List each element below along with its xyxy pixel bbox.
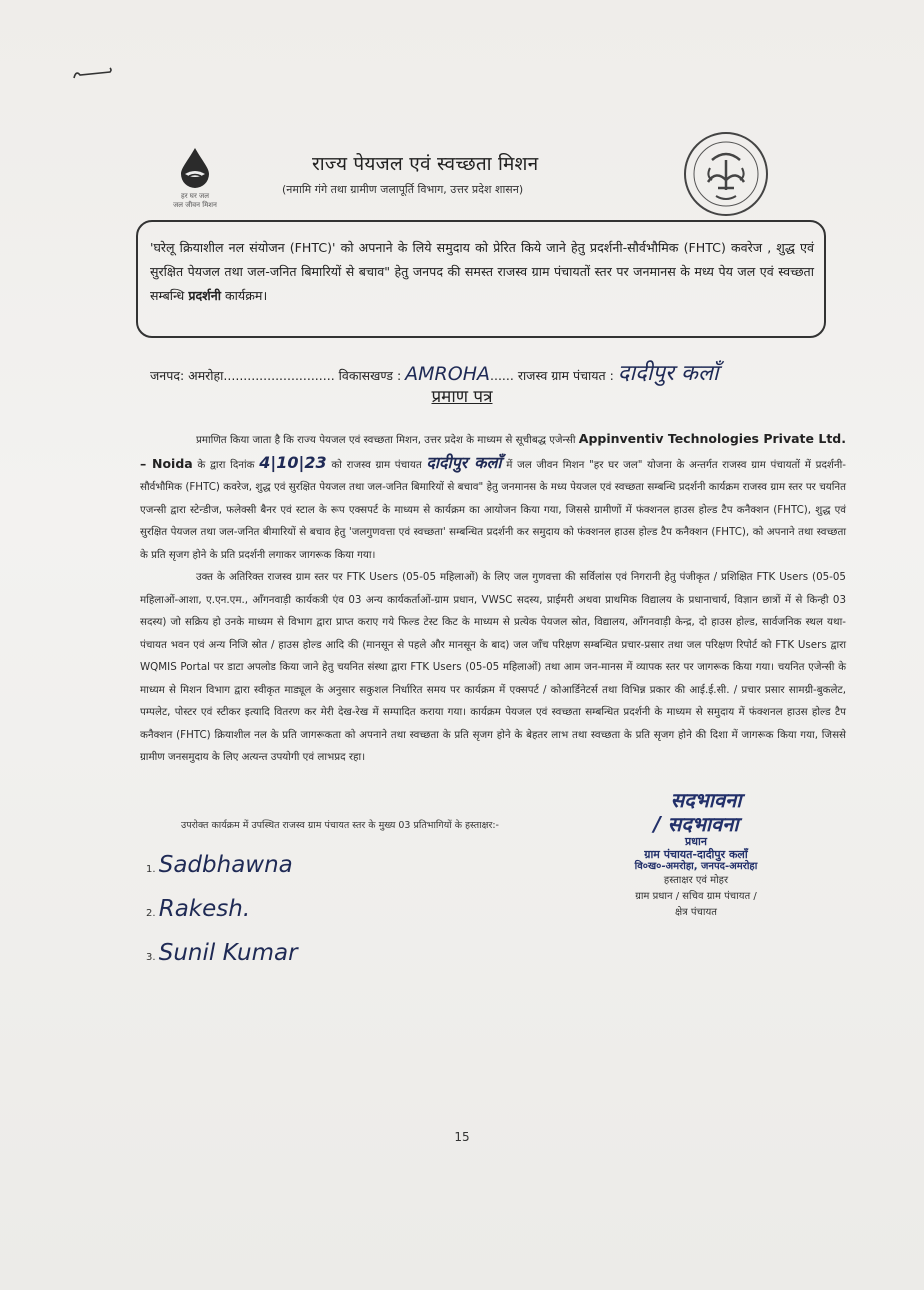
handwritten-date: 4|10|23: [259, 452, 327, 472]
panchayat-label: राजस्व ग्राम पंचायत :: [517, 368, 614, 383]
district-label: जनपद:: [150, 368, 185, 383]
signature-name: Rakesh.: [158, 896, 251, 922]
stamp-line-2: वि०ख०-अमरोहा, जनपद-अमरोहा: [634, 861, 758, 872]
p1-date-label: के द्वारा दिनांक: [197, 458, 255, 471]
har-ghar-jal-logo: [160, 146, 230, 210]
participants-note: उपरोक्त कार्यक्रम में उपस्थित राजस्व ग्राम पंचायत स्तर के मुख्य 03 प्रतिभागियों के हस्ताक्षर:-: [181, 820, 499, 831]
pen-mark: [72, 66, 116, 82]
p1-panchayat-label: को राजस्व ग्राम पंचायत: [331, 458, 422, 471]
program-text-end: कार्यक्रम।: [225, 288, 268, 303]
logo-caption-1: हर घर जल: [181, 192, 209, 200]
stamp-caption-sign: हस्ताक्षर एवं मोहर: [663, 875, 729, 886]
stamp-handwritten-signature: सदभावना: [670, 788, 742, 812]
signature-number: 1.: [146, 864, 156, 875]
district-value: अमरोहा: [188, 368, 224, 383]
signature-name: Sadbhawna: [158, 852, 293, 878]
block-label: विकासखण्ड :: [338, 368, 402, 383]
water-drop-icon: [177, 146, 213, 188]
program-text: 'घरेलू क्रियाशील नल संयोजन (FHTC)' को अपनाने के लिये समुदाय को प्रेरित किये जाने हेतु प्रदर्शनी-सौर्वभौमिक (FHTC) कवरेज , शुद्ध एवं सुरक्षित पेयजल तथा जल-जनित बिमारियों से बचाव" हेतु जनपद की समस्त राजस्व ग्राम पंचायतों स्तर पर जनमानस के मध्य पेय जल एवं स्वच्छता सम्बन्धि: [150, 240, 814, 303]
signature-2: [146, 896, 250, 922]
page-number: 15: [454, 1130, 470, 1144]
stamp-line-1: ग्राम पंचायत-दादीपुर कलाँ: [644, 848, 748, 861]
paragraph-2: उक्त के अतिरिक्त राजस्व ग्राम स्तर पर FTK Users (05-05 महिलाओं) के लिए जल गुणवत्ता की सर्विलांस एवं निगरानी हेतु पंजीकृत / प्रशिक्षित FTK Users (05-05 महिलाओं-आशा, ए.एन.एम., आँगनवाड़ी कार्यकत्री एंव 03 अन्य कार्यकर्ताओं-ग्राम प्रधान, VWSC सदस्य, प्राईमरी अथवा प्राथमिक विद्यालय के प्रधानाचार्य, विज्ञान छात्रों में से किन्ही 03 सदस्य) जो सक्रिय हो उनके माध्यम से विभाग द्वारा प्राप्त कराए गये फिल्ड टेस्ट किट के माध्यम से प्रत्येक पेयजल स्रोत, विद्यालय, आँगनवाड़ी केन्द्र, दो हाउस होल्ड, सार्वजनिक स्थल यथा-पंचायत भवन एवं अन्य निजि स्रोत / हाउस होल्ड आदि की (मानसून से पहले और मानसून के बाद) जल जाँच परिक्षण सम्बन्धित प्रचार-प्रसार तथा जल परिक्षण रिपोर्ट को FTK Users द्वारा WQMIS Portal पर डाटा अपलोड किया जाने हेतु चयनित संस्था द्वारा FTK Users (05-05 महिलाओं) तथा आम जन-मानस में व्यापक स्तर पर जागरूक किया गया। चयनित एजेन्सी के माध्यम से मिशन विभाग द्वारा स्वीकृत माड्यूल के अनुसार सकुशल निर्धारित समय पर कार्यक्रम में एक्सपर्ट / कोआर्डिनेटर्स तथा विभिन्न प्रकार की आई.ई.सी. / प्रचार प्रसार सामग्री-बुकलेट, पम्पलेट, पोस्टर एवं स्टीकर इत्यादि वितरण कर मेरी देख-रेख में सम्पादित कराया गया। कार्यक्रम पेयजल एवं स्वच्छता सम्बन्धित प्रदर्शनी के माध्यम से समुदाय में फंक्शनल हाउस होल्ड टैप कनैक्शन (FHTC) क्रियाशील नल के प्रति जागरूकता को अपनाने तथा स्वच्छता के प्रति सृजग होने के बेहतर लाभ तथा स्वच्छता के प्रति सृजग होने की दिशा में जागरूक किया गया, जिससे ग्रामीण जनसमुदाय के लिए अत्यन्त उपयोगी एवं लाभप्रद रहा।: [140, 571, 846, 763]
signature-name: Sunil Kumar: [158, 940, 298, 966]
certificate-body: [140, 428, 846, 769]
up-government-seal-icon: [682, 130, 770, 218]
logo-caption-2: जल जीवन मिशन: [173, 201, 217, 209]
stamp-caption-role-2: क्षेत्र पंचायत: [675, 907, 717, 918]
p1-rest: में जल जीवन मिशन "हर घर जल" योजना के अन्तर्गत राजस्व ग्राम पंचायतों में प्रदर्शनी-सौर्वभौमिक (FHTC) कवरेज, शुद्ध एवं सुरक्षित पेयजल तथा जल-जनित बिमारियों से बचाव" हेतु जनमानस के मध्य पेयजल एवं स्वच्छता सम्बन्धि प्रदर्शनी कार्यक्रम राजस्व ग्राम स्तर पर चयनित एजन्सी द्वारा स्टेन्डीज, फलेक्सी बैनर एवं स्टाल के रूप एक्सपर्ट के माध्यम से कार्यक्रम का आयोजन किया गया, जिससे ग्रामीणों में फंक्शनल हाउस होल्ड टैप कनैक्शन (FHTC), शुद्ध एवं सुरक्षित पेयजल तथा जल-जनित बीमारियों से बचाव हेतु 'जलगुणवत्ता एवं स्वच्छता' सम्बन्धित प्रदर्शनी कर समुदाय को फंक्शनल हाउस होल्ड टैप कनैक्शन (FHTC), को अपनाने तथा स्वच्छता के प्रति सृजग होने के प्रति प्रदर्शनी लगाकर जागरूक किया गया।: [140, 458, 847, 561]
stamp-role: प्रधान: [685, 835, 707, 848]
handwritten-panchayat: दादीपुर कलाँ: [426, 452, 502, 472]
program-description-box: [136, 220, 826, 338]
stamp-name: / सदभावना: [653, 812, 739, 836]
signature-number: 2.: [146, 908, 156, 919]
pradhan-stamp: [596, 786, 796, 921]
agency-name: Appinventiv Technologies Private Ltd. – Noida: [140, 431, 846, 471]
signature-number: 3.: [146, 952, 156, 963]
mission-title: राज्य पेयजल एवं स्वच्छता मिशन: [312, 153, 539, 175]
mission-subtitle: (नमामि गंगे तथा ग्रामीण जलापूर्ति विभाग, उत्तर प्रदेश शासन): [282, 183, 524, 196]
paragraph-1: [140, 428, 846, 566]
block-value: AMROHA: [405, 363, 490, 385]
signature-1: [146, 852, 293, 878]
location-line: जनपद: अमरोहा............................ विकासखण्ड : AMROHA...... राजस्व ग्राम पंचायत : दादीपुर कलाँ: [150, 361, 719, 386]
stamp-caption-role: ग्राम प्रधान / सचिव ग्राम पंचायत /: [635, 891, 757, 902]
program-bold-word: प्रदर्शनी: [188, 288, 221, 303]
p1-intro: प्रमाणित किया जाता है कि राज्य पेयजल एवं स्वच्छता मिशन, उत्तर प्रदेश के माध्यम से सूचीबद्ध एजेन्सी: [196, 434, 576, 446]
certificate-title: [0, 384, 924, 407]
certificate-title-text: प्रमाण पत्र: [431, 387, 493, 407]
panchayat-value: दादीपुर कलाँ: [617, 361, 719, 386]
signature-3: [146, 940, 298, 966]
